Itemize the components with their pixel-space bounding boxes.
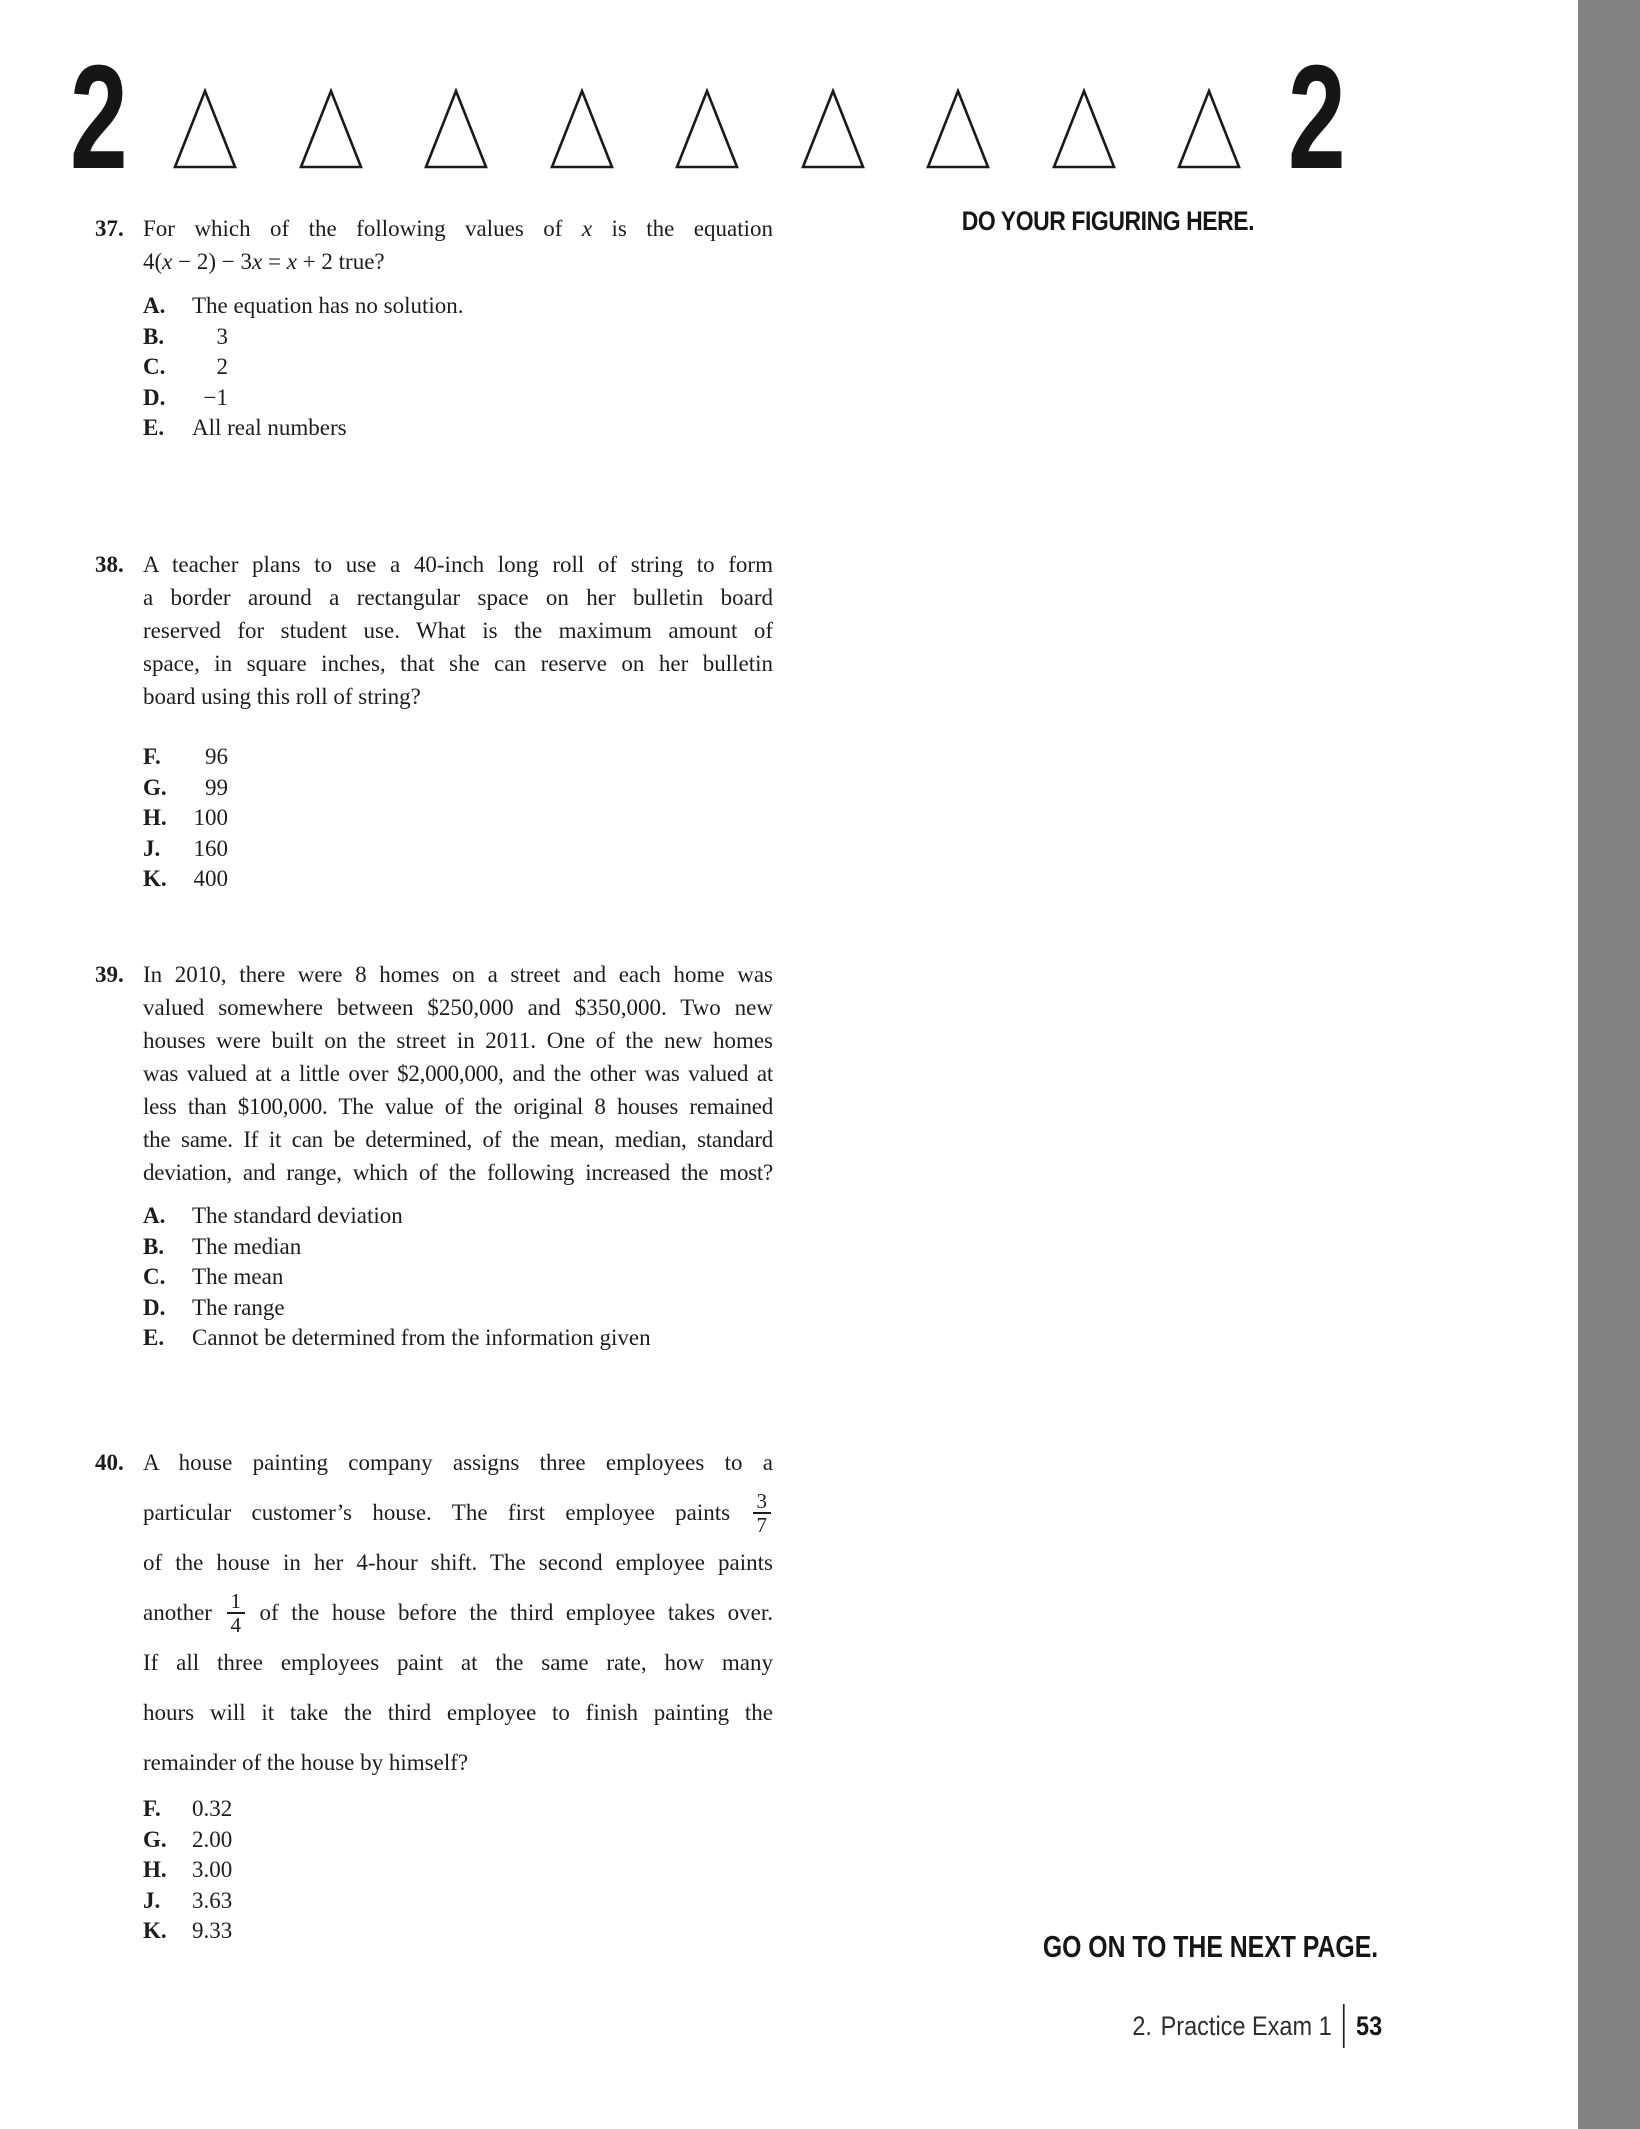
triangle-icon	[925, 88, 991, 170]
option-letter: J.	[143, 1887, 161, 1913]
question-number: 38.	[95, 552, 124, 577]
option-value: 2	[216, 354, 228, 379]
question-number: 39.	[95, 962, 124, 987]
page-number: 53	[1355, 2010, 1382, 2041]
option-value: Cannot be determined from the information given	[192, 1325, 651, 1350]
option-value: 3.00	[192, 1857, 233, 1882]
option-letter: G.	[143, 774, 167, 800]
option-letter: H.	[143, 1857, 167, 1882]
question-line: valued somewhere between $250,000 and $350,000. Two new	[143, 995, 773, 1020]
book-title: Practice Exam 1	[1160, 2010, 1332, 2041]
answer-option	[143, 413, 785, 444]
question-block-39	[95, 958, 785, 1354]
question-line: the same. If it can be determined, of the mean, median, standard	[143, 1127, 773, 1152]
answer-option	[143, 1262, 785, 1293]
question-text	[143, 958, 773, 1189]
option-value: 3	[216, 323, 228, 349]
triangle-icon	[674, 88, 740, 170]
option-letter: E.	[143, 415, 165, 440]
fraction: $\frac{1}{4}$	[227, 1590, 246, 1636]
question-line: A house painting company assigns three employees to a	[143, 1450, 773, 1475]
figuring-header: DO YOUR FIGURING HERE.	[961, 206, 1255, 236]
question-text	[143, 1438, 773, 1788]
answer-option	[143, 773, 785, 804]
question-number: 37.	[95, 216, 124, 241]
footer-divider	[1343, 2004, 1345, 2048]
triangle-icon	[1176, 88, 1242, 170]
option-value: The median	[192, 1233, 302, 1259]
option-letter: H.	[143, 805, 167, 830]
option-value: 99	[205, 774, 228, 800]
triangle-icon	[423, 88, 489, 170]
question-line: was valued at a little over $2,000,000, and the other was valued at	[143, 1061, 773, 1086]
triangle-row	[172, 86, 1242, 170]
question-line: 4(x − 2) − 3x = x + 2 true?	[143, 249, 385, 274]
option-value: The standard deviation	[192, 1203, 403, 1228]
answer-option	[143, 1323, 785, 1354]
question-line: board using this roll of string?	[143, 684, 421, 709]
option-value: All real numbers	[192, 415, 347, 440]
page-footer	[1132, 2004, 1382, 2048]
answer-option	[143, 1293, 785, 1324]
option-value: The range	[192, 1294, 285, 1320]
option-letter: E.	[143, 1325, 165, 1350]
triangle-icon	[800, 88, 866, 170]
answer-option	[143, 864, 785, 895]
option-value: −1	[203, 384, 228, 410]
answer-option	[143, 1232, 785, 1263]
question-line: deviation, and range, which of the following increased the most?	[143, 1160, 773, 1185]
option-letter: D.	[143, 384, 166, 410]
answer-option	[143, 1201, 785, 1232]
question-block-38	[95, 548, 785, 895]
option-value: 100	[193, 805, 228, 830]
question-line: a border around a rectangular space on her bulletin board	[143, 585, 773, 610]
answer-options	[143, 742, 785, 895]
answer-options	[143, 291, 785, 444]
triangle-icon	[1051, 88, 1117, 170]
answer-option	[143, 1886, 785, 1917]
triangle-icon	[172, 88, 238, 170]
answer-option	[143, 1794, 785, 1825]
answer-option	[143, 742, 785, 773]
option-value: 96	[205, 744, 228, 769]
option-letter: C.	[143, 354, 166, 379]
option-letter: B.	[143, 323, 165, 349]
option-value: 9.33	[192, 1918, 233, 1943]
option-value: 160	[193, 835, 228, 861]
option-value: 2.00	[192, 1826, 233, 1852]
answer-options	[143, 1794, 785, 1947]
question-block-40	[95, 1438, 785, 1947]
question-line: If all three employees paint at the same rate, how many	[143, 1650, 773, 1675]
question-line: remainder of the house by himself?	[143, 1750, 469, 1775]
chapter-label: 2.	[1132, 2010, 1152, 2041]
option-letter: K.	[143, 866, 167, 891]
triangle-icon	[298, 88, 364, 170]
question-line: For which of the following values of x is the equation	[143, 216, 773, 241]
answer-option	[143, 352, 785, 383]
option-letter: F.	[143, 1796, 161, 1821]
fraction: $\frac{3}{7}$	[753, 1490, 772, 1536]
option-letter: J.	[143, 835, 161, 861]
question-line: hours will it take the third employee to finish painting the	[143, 1700, 773, 1725]
question-line: of the house in her 4-hour shift. The second employee paints	[143, 1550, 773, 1575]
question-line: another $\frac{1}{4}$ of the house before the third employee takes over.	[143, 1588, 773, 1637]
answer-option	[143, 1916, 785, 1947]
section-number-left: 2	[70, 35, 126, 200]
page-edge-stripe	[1578, 0, 1640, 2129]
question-block-37	[95, 212, 785, 444]
option-value: 3.63	[192, 1887, 233, 1913]
option-value: The equation has no solution.	[192, 293, 464, 318]
answer-option	[143, 834, 785, 865]
answer-option	[143, 322, 785, 353]
question-number: 40.	[95, 1450, 124, 1475]
triangle-icon	[549, 88, 615, 170]
option-letter: G.	[143, 1826, 167, 1852]
question-line: less than $100,000. The value of the original 8 houses remained	[143, 1094, 773, 1119]
question-line: A teacher plans to use a 40-inch long roll of string to form	[143, 552, 773, 577]
question-line: reserved for student use. What is the maximum amount of	[143, 618, 773, 643]
go-on-notice: GO ON TO THE NEXT PAGE.	[1042, 1929, 1378, 1964]
answer-option	[143, 1825, 785, 1856]
question-line: space, in square inches, that she can reserve on her bulletin	[143, 651, 773, 676]
question-line: houses were built on the street in 2011. One of the new homes	[143, 1028, 773, 1053]
option-letter: K.	[143, 1918, 167, 1943]
answer-option	[143, 291, 785, 322]
option-letter: A.	[143, 293, 166, 318]
option-letter: A.	[143, 1203, 166, 1228]
question-text	[143, 212, 773, 278]
answer-option	[143, 383, 785, 414]
answer-option	[143, 1855, 785, 1886]
option-letter: B.	[143, 1233, 165, 1259]
option-value: The mean	[192, 1264, 284, 1289]
section-number-right: 2	[1288, 35, 1344, 200]
question-text	[143, 548, 773, 713]
option-letter: D.	[143, 1294, 166, 1320]
question-line: In 2010, there were 8 homes on a street and each home was	[143, 962, 773, 987]
option-letter: C.	[143, 1264, 166, 1289]
option-value: 0.32	[192, 1796, 233, 1821]
answer-options	[143, 1201, 785, 1354]
option-value: 400	[193, 866, 228, 891]
option-letter: F.	[143, 744, 161, 769]
question-line: particular customer’s house. The first employee paints $\frac{3}{7}$	[143, 1488, 773, 1538]
answer-option	[143, 803, 785, 834]
